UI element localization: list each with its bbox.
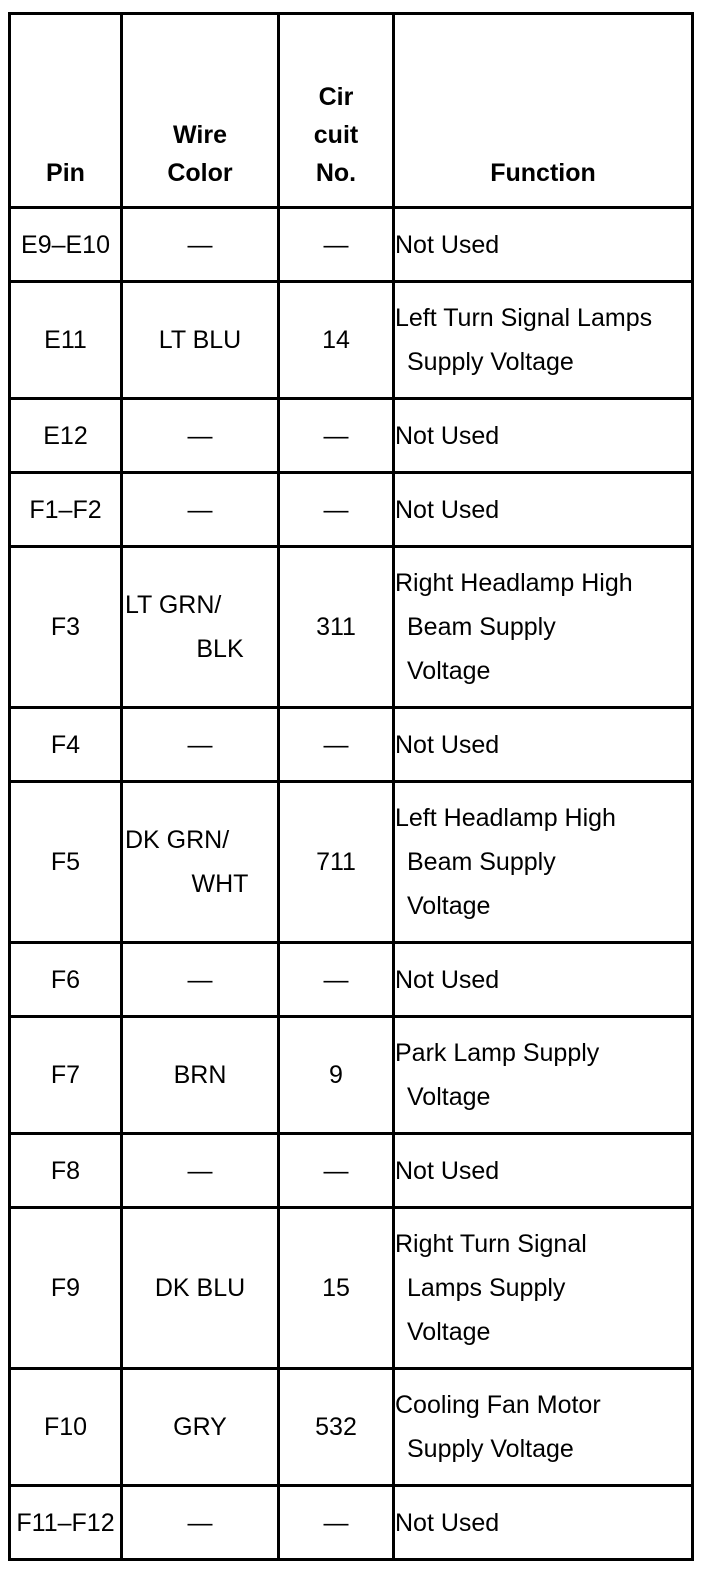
function-line: Left Turn Signal Lamps — [395, 304, 653, 332]
function-line: Beam Supply — [407, 848, 556, 876]
wire-color-cell — [122, 782, 279, 943]
function-cell — [394, 473, 693, 547]
circuit-no-cell: 711 — [279, 782, 394, 943]
function-cell — [394, 1017, 693, 1134]
function-line: Supply Voltage — [407, 348, 574, 376]
function-line: Not Used — [395, 1508, 500, 1537]
function-line: Not Used — [395, 421, 500, 450]
circuit-no-cell: — — [279, 208, 394, 282]
pin-cell: E11 — [10, 282, 122, 399]
function-line: Not Used — [395, 965, 500, 994]
function-line: Beam Supply — [407, 613, 556, 641]
circuit-no-cell: — — [279, 1486, 394, 1560]
function-cell — [394, 1486, 693, 1560]
function-line: Voltage — [407, 1318, 491, 1346]
function-line: Cooling Fan Motor — [395, 1391, 601, 1419]
wire-color-cell — [122, 399, 279, 473]
wire-color-line: BRN — [173, 1061, 227, 1089]
circuit-no-cell: 14 — [279, 282, 394, 399]
function-line: Voltage — [407, 892, 491, 920]
header-function: Function — [394, 14, 693, 208]
header-row — [10, 14, 693, 208]
header-pin: Pin — [10, 14, 122, 208]
wire-color-line: LT GRN/ — [125, 591, 222, 619]
wire-color-line: GRY — [173, 1413, 227, 1441]
wire-color-line: WHT — [191, 870, 249, 898]
pin-cell: F10 — [10, 1369, 122, 1486]
circuit-no-cell: 9 — [279, 1017, 394, 1134]
pin-cell: F9 — [10, 1208, 122, 1369]
circuit-no-cell: 15 — [279, 1208, 394, 1369]
table-row — [10, 782, 693, 943]
function-cell — [394, 208, 693, 282]
function-cell — [394, 1208, 693, 1369]
function-line: Right Headlamp High — [395, 569, 633, 597]
header-wire-color: Wire Color — [122, 14, 279, 208]
pin-cell: E9–E10 — [10, 208, 122, 282]
wire-color-cell — [122, 282, 279, 399]
function-cell — [394, 708, 693, 782]
pin-cell: F3 — [10, 547, 122, 708]
wire-color-line: LT BLU — [158, 326, 242, 354]
pin-cell: F11–F12 — [10, 1486, 122, 1560]
function-line: Not Used — [395, 730, 500, 759]
table-row — [10, 473, 693, 547]
wire-color-cell — [122, 547, 279, 708]
function-cell — [394, 399, 693, 473]
function-line: Not Used — [395, 495, 500, 524]
wire-color-line: — — [187, 495, 213, 524]
table-row — [10, 1486, 693, 1560]
wire-color-line: — — [187, 421, 213, 450]
table-row — [10, 1208, 693, 1369]
circuit-no-cell: — — [279, 943, 394, 1017]
function-cell — [394, 282, 693, 399]
wire-color-cell — [122, 473, 279, 547]
pinout-table — [8, 12, 694, 1561]
wire-color-cell — [122, 1208, 279, 1369]
wire-color-line: — — [187, 730, 213, 759]
wire-color-cell — [122, 1486, 279, 1560]
wire-color-line: — — [187, 965, 213, 994]
wire-color-cell — [122, 1134, 279, 1208]
circuit-no-cell: — — [279, 399, 394, 473]
pin-cell: F1–F2 — [10, 473, 122, 547]
table-row — [10, 1017, 693, 1134]
function-cell — [394, 1134, 693, 1208]
table-row — [10, 1134, 693, 1208]
table-row — [10, 547, 693, 708]
function-cell — [394, 782, 693, 943]
pin-cell: F8 — [10, 1134, 122, 1208]
pin-cell: F4 — [10, 708, 122, 782]
wire-color-line: — — [187, 1156, 213, 1185]
table-row — [10, 708, 693, 782]
function-line: Voltage — [407, 657, 491, 685]
function-line: Voltage — [407, 1083, 491, 1111]
table-row — [10, 399, 693, 473]
circuit-no-cell: — — [279, 1134, 394, 1208]
function-cell — [394, 1369, 693, 1486]
table-row — [10, 943, 693, 1017]
function-line: Not Used — [395, 1156, 500, 1185]
table-row — [10, 208, 693, 282]
wire-color-cell — [122, 1017, 279, 1134]
wire-color-cell — [122, 1369, 279, 1486]
wire-color-cell — [122, 708, 279, 782]
table-row — [10, 1369, 693, 1486]
function-line: Supply Voltage — [407, 1435, 574, 1463]
header-circuit-no: Cir cuit No. — [279, 14, 394, 208]
wire-color-cell — [122, 943, 279, 1017]
function-line: Park Lamp Supply — [395, 1039, 600, 1067]
function-line: Left Headlamp High — [395, 804, 616, 832]
wire-color-cell — [122, 208, 279, 282]
wire-color-line: BLK — [196, 635, 244, 663]
function-cell — [394, 547, 693, 708]
function-cell — [394, 943, 693, 1017]
function-line: Lamps Supply — [407, 1274, 566, 1302]
pin-cell: E12 — [10, 399, 122, 473]
circuit-no-cell: — — [279, 473, 394, 547]
circuit-no-cell: 311 — [279, 547, 394, 708]
function-line: Not Used — [395, 230, 500, 259]
wire-color-line: — — [187, 1508, 213, 1537]
pin-cell: F7 — [10, 1017, 122, 1134]
wire-color-line: DK BLU — [154, 1274, 246, 1302]
function-line: Right Turn Signal — [395, 1230, 587, 1258]
circuit-no-cell: — — [279, 708, 394, 782]
wire-color-line: — — [187, 230, 213, 259]
circuit-no-cell: 532 — [279, 1369, 394, 1486]
pin-cell: F6 — [10, 943, 122, 1017]
pin-cell: F5 — [10, 782, 122, 943]
table-row — [10, 282, 693, 399]
wire-color-line: DK GRN/ — [125, 826, 230, 854]
